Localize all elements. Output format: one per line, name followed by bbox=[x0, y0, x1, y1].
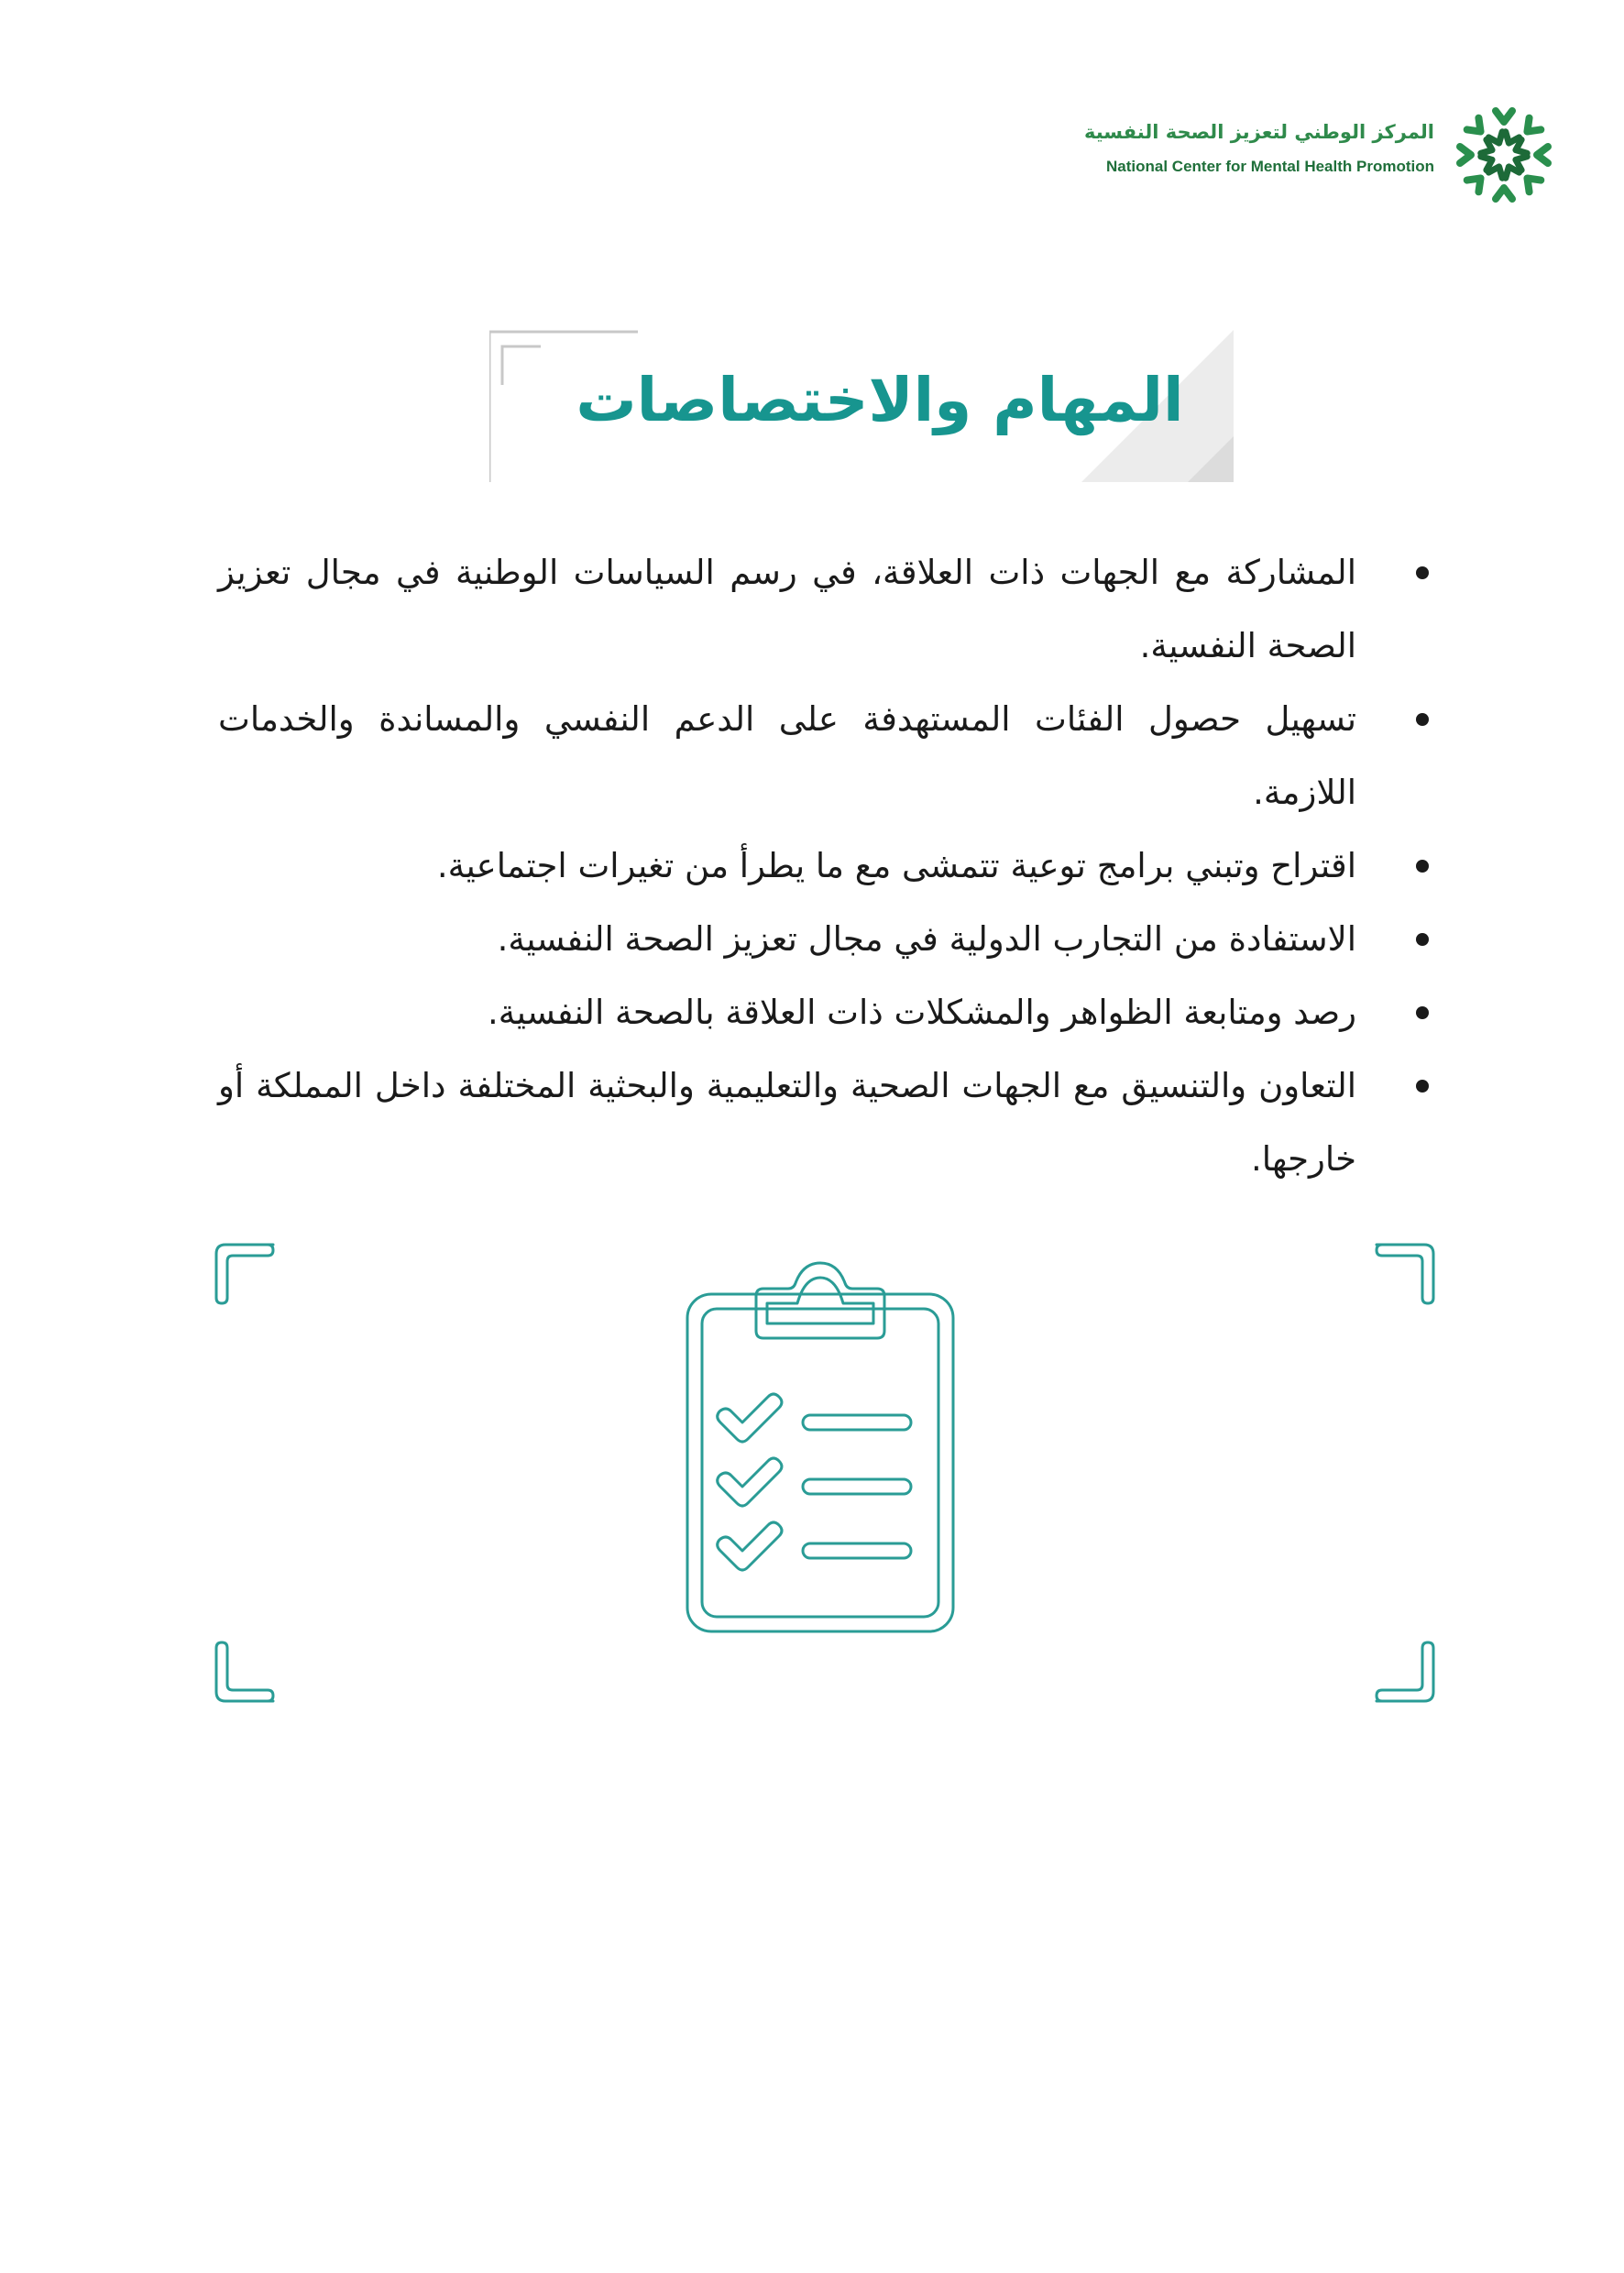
check-icon-2 bbox=[718, 1458, 782, 1506]
bullet-icon bbox=[1416, 566, 1429, 579]
task-text: الاستفادة من التجارب الدولية في مجال تعزيز الصحة النفسية. bbox=[497, 919, 1356, 959]
corner-bracket-top-left bbox=[216, 1245, 273, 1303]
corner-bracket-bottom-left bbox=[216, 1642, 273, 1701]
check-icon-3 bbox=[718, 1522, 782, 1570]
bullet-icon bbox=[1416, 860, 1429, 873]
list-item bbox=[218, 976, 1442, 1049]
task-text: التعاون والتنسيق مع الجهات الصحية والتعليمية والبحثية المختلفة داخل المملكة أو خارجها. bbox=[218, 1066, 1356, 1179]
page-title: المهام والاختصاصات bbox=[576, 365, 1184, 435]
task-text: اقتراح وتبني برامج توعية تتمشى مع ما يطرأ من تغيرات اجتماعية. bbox=[436, 846, 1356, 885]
line-item-3 bbox=[803, 1543, 911, 1558]
list-item bbox=[218, 683, 1442, 829]
check-icon-1 bbox=[718, 1394, 782, 1442]
task-text: المشاركة مع الجهات ذات العلاقة، في رسم السياسات الوطنية في مجال تعزيز الصحة النفسية. bbox=[218, 553, 1356, 665]
corner-bracket-top-right bbox=[1377, 1245, 1433, 1303]
list-item bbox=[218, 829, 1442, 903]
org-name-arabic: المركز الوطني لتعزيز الصحة النفسية bbox=[1083, 121, 1434, 143]
header-logo bbox=[1081, 101, 1558, 211]
list-item bbox=[218, 903, 1442, 976]
line-item-2 bbox=[803, 1479, 911, 1494]
bullet-icon bbox=[1416, 713, 1429, 726]
bullet-icon bbox=[1416, 933, 1429, 946]
tasks-list bbox=[218, 536, 1442, 1196]
task-text: رصد ومتابعة الظواهر والمشكلات ذات العلاقة بالصحة النفسية. bbox=[488, 993, 1356, 1032]
section-title-box bbox=[489, 330, 1234, 482]
task-text: تسهيل حصول الفئات المستهدفة على الدعم النفسي والمساندة والخدمات اللازمة. bbox=[218, 699, 1356, 812]
bullet-icon bbox=[1416, 1006, 1429, 1019]
ncmhp-logo-icon bbox=[1450, 101, 1558, 209]
bullet-icon bbox=[1416, 1080, 1429, 1093]
org-name-english: National Center for Mental Health Promotion bbox=[1106, 158, 1434, 175]
list-item bbox=[218, 1049, 1442, 1196]
clipboard-checklist-icon bbox=[211, 1239, 1439, 1707]
list-item bbox=[218, 536, 1442, 683]
line-item-1 bbox=[803, 1415, 911, 1430]
corner-bracket-bottom-right bbox=[1377, 1642, 1433, 1701]
